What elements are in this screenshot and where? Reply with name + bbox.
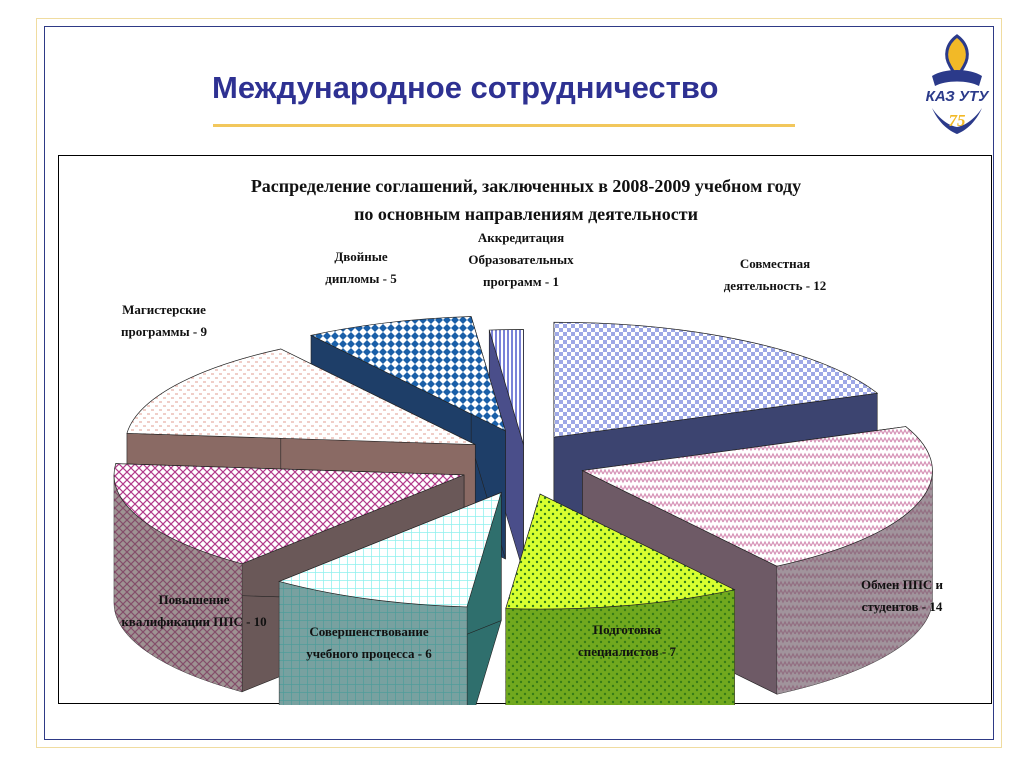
pie-slice-label bbox=[325, 249, 397, 286]
university-logo bbox=[924, 34, 990, 140]
logo-text: КАЗ УТУ bbox=[925, 88, 989, 105]
slide-title: Международное сотрудничество bbox=[212, 70, 719, 105]
pie-chart bbox=[59, 156, 993, 705]
pie-label-line: Повышение bbox=[158, 592, 230, 607]
chart-frame bbox=[58, 155, 992, 704]
chart-title-line1: Распределение соглашений, заключенных в 2008-2009 учебном году bbox=[250, 176, 802, 196]
pie-label-line: Аккредитация bbox=[477, 230, 565, 245]
pie-label-line: дипломы - 5 bbox=[325, 271, 397, 286]
pie-label-line: программы - 9 bbox=[120, 324, 208, 339]
pie-slice-label bbox=[121, 302, 208, 339]
title-underline bbox=[213, 124, 795, 127]
pie-label-line: Образовательных bbox=[468, 252, 574, 267]
pie-label-line: Магистерские bbox=[122, 302, 206, 317]
pie-label-line: Обмен ППС и bbox=[860, 577, 944, 592]
pie-slice-label bbox=[724, 256, 827, 293]
pie-label-line: Совместная bbox=[739, 256, 811, 271]
chart-title-line2: по основным направлениям деятельности bbox=[354, 204, 698, 224]
pie-label-line: студентов - 14 bbox=[861, 599, 943, 614]
logo-ribbon bbox=[932, 70, 982, 86]
pie-label-line: Двойные bbox=[334, 249, 388, 264]
pie-label-line: специалистов - 7 bbox=[578, 644, 676, 659]
logo-number: 75 bbox=[948, 111, 966, 130]
pie-label-line: программ - 1 bbox=[483, 274, 559, 289]
pie-label-line: учебного процесса - 6 bbox=[306, 646, 432, 661]
pie-label-line: Совершенствование bbox=[309, 624, 429, 639]
pie-slice-label bbox=[468, 230, 574, 289]
pie-label-line: квалификации ППС - 10 bbox=[121, 614, 267, 629]
pie-label-line: Подготовка bbox=[593, 622, 661, 637]
pie-label-line: деятельность - 12 bbox=[723, 278, 827, 293]
